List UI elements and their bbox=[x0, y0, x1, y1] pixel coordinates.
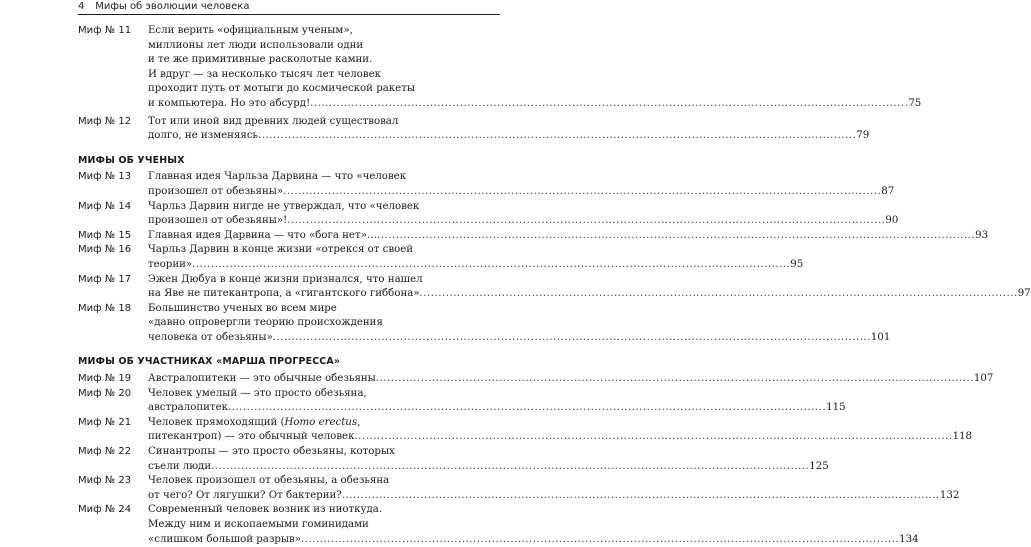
page-ref: 118 bbox=[952, 431, 973, 443]
entry-line: Большинство ученых во всем мире bbox=[148, 302, 337, 314]
leader-dots bbox=[420, 287, 1018, 302]
entry-line: Человек умелый — это просто обезьяна, bbox=[148, 387, 367, 399]
leader-dots bbox=[273, 331, 871, 346]
entry-line: питекантроп) — это обычный человек bbox=[148, 431, 355, 443]
table-of-contents bbox=[78, 24, 1031, 547]
running-title: Мифы об эволюции человека bbox=[95, 1, 250, 12]
toc-entry bbox=[78, 445, 829, 474]
entry-line: съели люди bbox=[148, 460, 212, 472]
toc-entry bbox=[78, 229, 989, 244]
entry-text bbox=[148, 503, 919, 547]
entry-text bbox=[148, 445, 829, 474]
entry-line: Человек произошел от обезьяны, а обезьяна bbox=[148, 475, 390, 487]
page-ref: 75 bbox=[908, 97, 922, 109]
leader-dots bbox=[211, 460, 809, 475]
entry-line: и те же примитивные расколотые камни. bbox=[148, 54, 373, 66]
toc-entry bbox=[78, 170, 895, 199]
entry-text bbox=[148, 387, 846, 416]
leader-dots bbox=[228, 401, 826, 416]
page-ref: 115 bbox=[826, 402, 846, 414]
entry-line: произошел от обезьяны»! bbox=[148, 215, 288, 227]
entry-text bbox=[148, 416, 972, 445]
toc-entry bbox=[78, 302, 891, 346]
page-ref: 93 bbox=[975, 229, 989, 241]
toc-entry bbox=[78, 372, 994, 387]
toc-entry bbox=[78, 243, 804, 272]
toc-entry bbox=[78, 416, 973, 445]
myth-label: Миф № 23 bbox=[78, 475, 132, 487]
page-ref: 134 bbox=[899, 533, 919, 545]
toc-entry bbox=[78, 200, 899, 229]
entry-line: от чего? От лягушки? От бактерии? bbox=[148, 489, 342, 501]
entry-line-part: , bbox=[357, 416, 361, 428]
myth-label: Миф № 11 bbox=[78, 25, 132, 36]
myth-label: Миф № 18 bbox=[78, 302, 132, 314]
entry-line: Если верить «официальным ученым», bbox=[148, 25, 353, 36]
toc-entry bbox=[78, 24, 922, 112]
leader-dots bbox=[377, 229, 975, 244]
entry-line: на Яве не питекантропа, а «гигантского гиббона» bbox=[148, 288, 420, 300]
page-ref: 125 bbox=[809, 460, 829, 472]
entry-line: теории» bbox=[148, 258, 193, 270]
page-ref: 87 bbox=[881, 185, 895, 197]
leader-dots bbox=[310, 97, 908, 112]
leader-dots bbox=[287, 214, 885, 229]
toc-entry bbox=[78, 503, 919, 547]
myth-label: Миф № 16 bbox=[78, 244, 132, 256]
latin-term: Homo erectus bbox=[284, 416, 358, 428]
leader-dots bbox=[301, 533, 899, 547]
toc-entry bbox=[78, 474, 960, 503]
entry-line-part: Человек прямоходящий ( bbox=[148, 416, 285, 428]
section-heading: МИФЫ ОБ УЧЕНЫХ bbox=[78, 154, 185, 166]
entry-line bbox=[148, 416, 972, 431]
myth-label: Миф № 21 bbox=[78, 416, 132, 428]
leader-dots bbox=[354, 430, 952, 445]
entry-line: и компьютера. Но это абсурд! bbox=[148, 97, 311, 109]
entry-line: «давно опровергли теорию происхождения bbox=[148, 317, 383, 329]
myth-label: Миф № 19 bbox=[78, 373, 132, 385]
leader-dots bbox=[376, 372, 974, 387]
page-ref: 107 bbox=[973, 373, 994, 385]
entry-text bbox=[148, 229, 988, 244]
page-ref: 97 bbox=[1017, 288, 1031, 300]
myth-label: Миф № 20 bbox=[78, 387, 132, 399]
entry-text bbox=[148, 243, 803, 272]
page-ref: 79 bbox=[856, 130, 870, 142]
page-ref: 90 bbox=[885, 215, 899, 227]
entry-text bbox=[148, 200, 898, 229]
entry-line: проходит путь от мотыги до космической ракеты bbox=[148, 83, 415, 95]
section-heading: МИФЫ ОБ УЧАСТНИКАХ «МАРША ПРОГРЕССА» bbox=[78, 356, 341, 368]
entry-text bbox=[148, 474, 959, 503]
toc-entry bbox=[78, 115, 870, 144]
entry-line: И вдруг — за несколько тысяч лет человек bbox=[148, 68, 382, 80]
toc-entry bbox=[78, 387, 846, 416]
entry-line: Между ним и ископаемыми гоминидами bbox=[148, 519, 369, 530]
page-ref: 95 bbox=[790, 258, 804, 270]
page-ref: 132 bbox=[939, 489, 960, 501]
entry-line: человека от обезьяны» bbox=[148, 331, 273, 343]
entry-text bbox=[148, 24, 921, 112]
entry-line: Чарльз Дарвин нигде не утверждал, что «человек bbox=[148, 200, 420, 212]
entry-line: Синантропы — это просто обезьяны, которых bbox=[148, 446, 395, 458]
leader-dots bbox=[258, 129, 856, 144]
myth-label: Миф № 15 bbox=[78, 229, 132, 241]
entry-line: Австралопитеки — это обычные обезьяны bbox=[148, 373, 376, 385]
leader-dots bbox=[283, 185, 881, 200]
myth-label: Миф № 12 bbox=[78, 115, 132, 127]
entry-text bbox=[148, 372, 993, 387]
entry-line: долго, не изменяясь bbox=[148, 130, 259, 142]
entry-text bbox=[148, 302, 890, 346]
leader-dots bbox=[342, 489, 940, 504]
myth-label: Миф № 22 bbox=[78, 446, 132, 458]
entry-text bbox=[148, 273, 1031, 302]
entry-line: «слишком большой разрыв» bbox=[148, 533, 302, 545]
myth-label: Миф № 24 bbox=[78, 504, 132, 516]
myth-label: Миф № 14 bbox=[78, 200, 132, 212]
page-number: 4 bbox=[78, 1, 85, 12]
entry-line: Главная идея Дарвина — что «бога нет»… bbox=[148, 229, 378, 241]
myth-label: Миф № 13 bbox=[78, 171, 132, 183]
toc-entry bbox=[78, 273, 1031, 302]
entry-line: Тот или иной вид древних людей существовал bbox=[148, 115, 399, 127]
myth-label: Миф № 17 bbox=[78, 273, 132, 285]
running-header bbox=[78, 0, 500, 14]
entry-text bbox=[148, 170, 894, 199]
entry-line: Современный человек возник из ниоткуда. bbox=[148, 504, 383, 516]
entry-line: Главная идея Чарльза Дарвина — что «человек bbox=[148, 171, 407, 183]
entry-line: австралопитек bbox=[148, 402, 228, 414]
entry-line: Чарльз Дарвин в конце жизни «отрекся от своей bbox=[148, 244, 414, 256]
entry-line: миллионы лет люди использовали одни bbox=[148, 39, 364, 51]
page-ref: 101 bbox=[870, 331, 891, 343]
entry-line: произошел от обезьяны» bbox=[148, 185, 284, 197]
entry-text bbox=[148, 115, 869, 144]
header-rule bbox=[78, 14, 500, 15]
leader-dots bbox=[192, 258, 790, 273]
entry-line: Эжен Дюбуа в конце жизни признался, что нашел bbox=[148, 273, 423, 285]
